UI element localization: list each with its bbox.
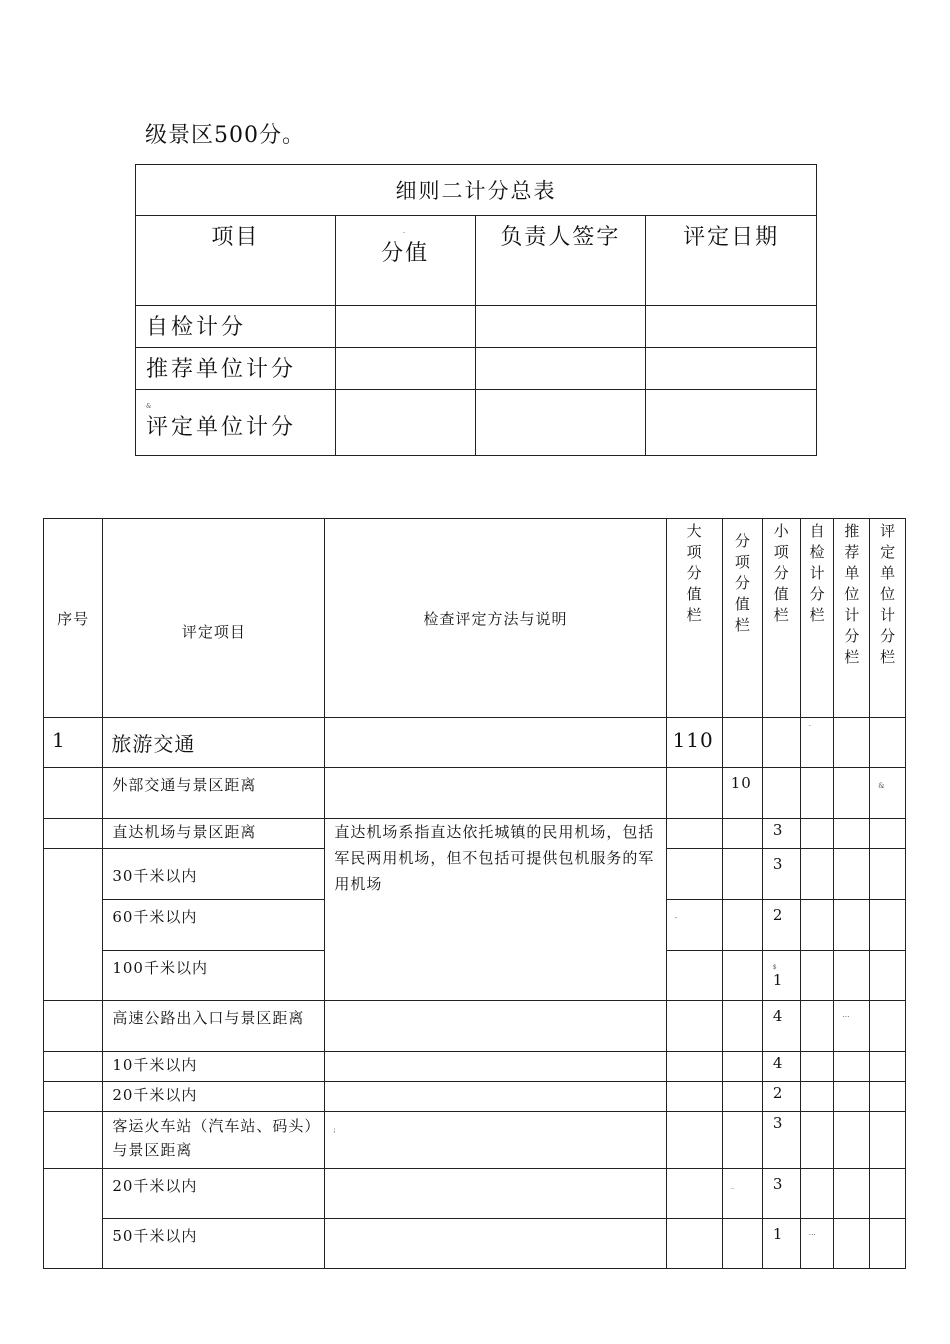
- row-evaluate: [870, 1169, 906, 1219]
- row-minor: 3: [762, 1112, 800, 1169]
- row-recommend: …: [834, 1001, 870, 1052]
- row-recommend: [834, 768, 870, 819]
- summary-cell: [335, 390, 475, 456]
- row-desc: [325, 1082, 666, 1112]
- row-desc: [325, 718, 666, 768]
- row-seq: [44, 1001, 103, 1052]
- summary-cell: [475, 390, 646, 456]
- table-row: [44, 1112, 906, 1169]
- header-recommend-label: 推荐单位计分栏: [842, 523, 861, 670]
- table-row: [44, 1052, 906, 1082]
- summary-cell: [475, 306, 646, 348]
- row-self: [800, 768, 834, 819]
- row-sub: [722, 951, 762, 1001]
- row-evaluate: [870, 1082, 906, 1112]
- row-desc: [325, 1219, 666, 1269]
- row-seq: [44, 1112, 103, 1169]
- summary-row-self-check: 自检计分: [136, 306, 336, 348]
- row-sub: [722, 1052, 762, 1082]
- row-seq: [44, 849, 103, 1001]
- header-self-label: 自检计分栏: [807, 523, 826, 628]
- row-item: 20千米以内: [103, 1169, 325, 1219]
- row-minor: 1: [762, 1219, 800, 1269]
- row-minor: 2: [762, 1082, 800, 1112]
- summary-title: 细则二计分总表: [136, 165, 817, 216]
- header-method: 检查评定方法与说明: [325, 519, 666, 718]
- row-evaluate: [870, 1052, 906, 1082]
- summary-cell: [646, 306, 817, 348]
- header-minor-label: 小项分值栏: [771, 523, 790, 628]
- row-self: [800, 849, 834, 900]
- row-sub: 10: [722, 768, 762, 819]
- row-minor: 4: [762, 1001, 800, 1052]
- row-sub: [722, 718, 762, 768]
- row-item: 50千米以内: [103, 1219, 325, 1269]
- row-major: [666, 849, 722, 900]
- header-item: 评定项目: [103, 519, 325, 718]
- row-minor: 3: [762, 1169, 800, 1219]
- row-seq: [44, 1169, 103, 1269]
- header-self-check: [800, 519, 834, 718]
- summary-table: [135, 164, 817, 456]
- row-evaluate: [870, 951, 906, 1001]
- row-item: 客运火车站（汽车站、码头）与景区距离: [103, 1112, 325, 1169]
- row-recommend: [834, 1169, 870, 1219]
- row-seq: [44, 1082, 103, 1112]
- row-evaluate: [870, 819, 906, 849]
- row-sub: [722, 900, 762, 951]
- table-row: [44, 1082, 906, 1112]
- row-evaluate: [870, 1219, 906, 1269]
- row-sub: [722, 819, 762, 849]
- summary-cell: [335, 348, 475, 390]
- row-evaluate: &: [870, 768, 906, 819]
- row-recommend: [834, 849, 870, 900]
- header-evaluate: [870, 519, 906, 718]
- row-major: [666, 1219, 722, 1269]
- row-self: [800, 1001, 834, 1052]
- summary-row-evaluate-label: 评定单位计分: [146, 415, 297, 440]
- header-seq: 序号: [44, 519, 103, 718]
- row-major: [666, 951, 722, 1001]
- row-item: 100千米以内: [103, 951, 325, 1001]
- row-item: 20千米以内: [103, 1082, 325, 1112]
- row-sub: [722, 1219, 762, 1269]
- row-minor: 3: [762, 849, 800, 900]
- row-self: [800, 1169, 834, 1219]
- table-row: [44, 718, 906, 768]
- row-minor: 2: [762, 900, 800, 951]
- summary-header-score-label: 分值: [381, 241, 430, 266]
- row-major: -: [666, 900, 722, 951]
- summary-header-signature: 负责人签字: [475, 216, 646, 306]
- row-minor: $ 1: [762, 951, 800, 1001]
- row-self: [800, 951, 834, 1001]
- summary-cell: [335, 306, 475, 348]
- header-major-label: 大项分值栏: [684, 523, 703, 628]
- header-recommend: [834, 519, 870, 718]
- row-recommend: [834, 1082, 870, 1112]
- row-desc: [325, 1052, 666, 1082]
- row-evaluate: [870, 1112, 906, 1169]
- header-minor-score: [762, 519, 800, 718]
- intro-text: 级景区500分。: [145, 123, 305, 148]
- header-major-score: [666, 519, 722, 718]
- row-seq: 1: [44, 718, 103, 768]
- row-major: [666, 1052, 722, 1082]
- row-evaluate: [870, 849, 906, 900]
- table-row: [44, 768, 906, 819]
- row-item: 旅游交通: [103, 718, 325, 768]
- table-row: [44, 1219, 906, 1269]
- header-sub-score: [722, 519, 762, 718]
- header-sub-label: 分项分值栏: [732, 533, 751, 638]
- scoring-table: [43, 518, 906, 1269]
- row-recommend: [834, 1112, 870, 1169]
- row-evaluate: [870, 1001, 906, 1052]
- row-self: [800, 1082, 834, 1112]
- row-recommend: [834, 900, 870, 951]
- row-seq: [44, 1052, 103, 1082]
- row-recommend: [834, 1219, 870, 1269]
- row-self: [800, 1112, 834, 1169]
- row-sub: [722, 1082, 762, 1112]
- row-major: [666, 819, 722, 849]
- summary-cell: [646, 390, 817, 456]
- summary-header-date: 评定日期: [646, 216, 817, 306]
- row-sub: [722, 849, 762, 900]
- summary-header-score: - 分值: [335, 216, 475, 306]
- row-item: 60千米以内: [103, 900, 325, 951]
- row-minor: [762, 768, 800, 819]
- row-minor: [762, 718, 800, 768]
- row-sub: [722, 1112, 762, 1169]
- row-desc: [325, 768, 666, 819]
- row-major: [666, 1082, 722, 1112]
- row-self: [800, 1052, 834, 1082]
- row-item: 10千米以内: [103, 1052, 325, 1082]
- row-major: 110: [666, 718, 722, 768]
- row-evaluate: [870, 718, 906, 768]
- row-desc: [325, 1169, 666, 1219]
- row-self: ·: [800, 718, 834, 768]
- summary-row-recommend: 推荐单位计分: [136, 348, 336, 390]
- row-self: [800, 819, 834, 849]
- header-evaluate-label: 评定单位计分栏: [878, 523, 897, 670]
- table-row: [44, 1169, 906, 1219]
- row-recommend: [834, 718, 870, 768]
- row-minor-value: 1: [772, 971, 784, 989]
- row-recommend: [834, 951, 870, 1001]
- summary-header-item: 项目: [136, 216, 336, 306]
- row-desc: 直达机场系指直达依托城镇的民用机场，包括军民两用机场，但不包括可提供包机服务的军用机场: [325, 819, 666, 1001]
- row-seq: [44, 768, 103, 819]
- row-item: 30千米以内: [103, 849, 325, 900]
- row-recommend: [834, 1052, 870, 1082]
- row-desc: ;: [325, 1112, 666, 1169]
- row-self: [800, 900, 834, 951]
- summary-cell: [646, 348, 817, 390]
- table-row: [44, 1001, 906, 1052]
- row-evaluate: [870, 900, 906, 951]
- row-desc: [325, 1001, 666, 1052]
- row-self: …: [800, 1219, 834, 1269]
- row-minor: 4: [762, 1052, 800, 1082]
- row-major: [666, 1001, 722, 1052]
- row-item: 高速公路出入口与景区距离: [103, 1001, 325, 1052]
- row-sub: [722, 1001, 762, 1052]
- row-major: [666, 1112, 722, 1169]
- row-item: 直达机场与景区距离: [103, 819, 325, 849]
- row-item: 外部交通与景区距离: [103, 768, 325, 819]
- row-minor: 3: [762, 819, 800, 849]
- summary-row-evaluate: & 评定单位计分: [136, 390, 336, 456]
- row-recommend: [834, 819, 870, 849]
- row-major: [666, 768, 722, 819]
- row-sub: _: [722, 1169, 762, 1219]
- table-row: [44, 819, 906, 849]
- summary-cell: [475, 348, 646, 390]
- row-major: [666, 1169, 722, 1219]
- row-seq: [44, 819, 103, 849]
